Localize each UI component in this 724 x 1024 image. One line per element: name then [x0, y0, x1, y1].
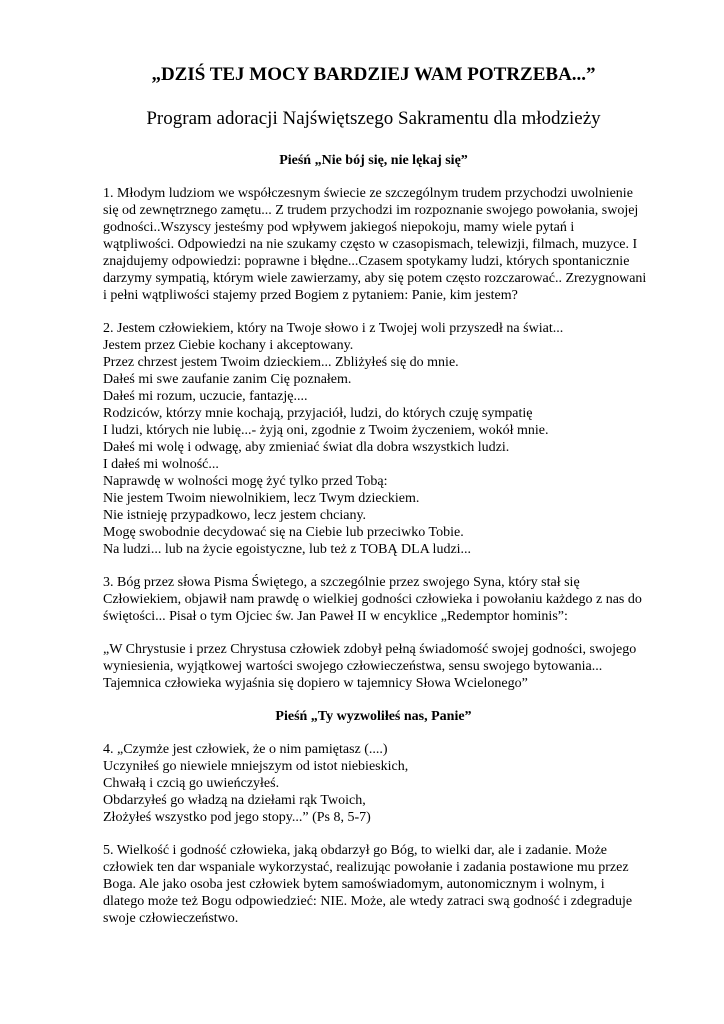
- paragraph-line: dlatego może też Bogu odpowiedzieć: NIE. Może, ale wtedy zatraci swą godność i zdegraduje: [103, 894, 633, 909]
- song-heading-1: Pieśń „Nie bój się, nie lękaj się”: [279, 153, 468, 168]
- paragraph-line: Boga. Ale jako osoba jest człowiek bytem samoświadomym, autonomicznym i wolnym, i: [103, 877, 605, 892]
- paragraph-line: świętości... Pisał o tym Ojciec św. Jan Paweł II w encyklice „Redemptor hominis”:: [103, 609, 568, 624]
- paragraph-line: I dałeś mi wolność...: [103, 457, 219, 472]
- paragraph-line: I ludzi, których nie lubię...- żyją oni, zgodnie z Twoim życzeniem, wokół mnie.: [103, 423, 549, 438]
- paragraph-line: Przez chrzest jestem Twoim dzieckiem... Zbliżyłeś się do mnie.: [103, 355, 459, 370]
- paragraph-4: [103, 741, 644, 826]
- paragraph-line: Mogę swobodnie decydować się na Ciebie lub przeciwko Tobie.: [103, 525, 464, 540]
- paragraph-line: i pełni wątpliwości stajemy przed Bogiem z pytaniem: Panie, kim jestem?: [103, 288, 518, 303]
- paragraph-line: Dałeś mi wolę i odwagę, aby zmieniać świat dla dobra wszystkich ludzi.: [103, 440, 510, 455]
- paragraph-line: człowiek ten dar wspaniale wykorzystać, realizując powołanie i zadania postawione mu przez: [103, 860, 629, 875]
- paragraph-line: Na ludzi... lub na życie egoistyczne, lub też z TOBĄ DLA ludzi...: [103, 542, 472, 557]
- quote-line: „W Chrystusie i przez Chrystusa człowiek zdobył pełną świadomość swojej godności, swojego: [103, 642, 637, 657]
- song-heading-2: Pieśń „Ty wyzwoliłeś nas, Panie”: [275, 709, 472, 724]
- paragraph-3: [103, 574, 644, 625]
- paragraph-line: wątpliwości. Odpowiedzi na nie szukamy często w czasopismach, telewizji, filmach, muzyce. I: [103, 237, 638, 252]
- paragraph-line: Naprawdę w wolności mogę żyć tylko przed Tobą:: [103, 474, 388, 489]
- paragraph-line: Jestem przez Ciebie kochany i akceptowany.: [103, 338, 354, 353]
- paragraph-line: swoje człowieczeństwo.: [103, 911, 239, 926]
- psalm-line: Uczyniłeś go niewiele mniejszym od istot niebieskich,: [103, 759, 409, 774]
- paragraph-line: 3. Bóg przez słowa Pisma Świętego, a szczególnie przez swojego Syna, który stał się: [103, 575, 580, 590]
- paragraph-line: 2. Jestem człowiekiem, który na Twoje słowo i z Twojej woli przyszedł na świat...: [103, 321, 564, 336]
- quote-line: Tajemnica człowieka wyjaśnia się dopiero w tajemnicy Słowa Wcielonego”: [103, 676, 528, 691]
- paragraph-2: [103, 320, 644, 558]
- psalm-line: Obdarzyłeś go władzą na dziełami rąk Twoich,: [103, 793, 366, 808]
- paragraph-line: Człowiekiem, objawił nam prawdę o wielkiej godności człowieka i powołaniu każdego z nas do: [103, 592, 642, 607]
- paragraph-line: 1. Młodym ludziom we współczesnym świecie ze szczególnym trudem przychodzi uwolnienie: [103, 186, 633, 201]
- psalm-line: Chwałą i czcią go uwieńczyłeś.: [103, 776, 280, 791]
- document-subtitle: Program adoracji Najświętszego Sakramentu dla młodzieży: [146, 108, 601, 129]
- paragraph-1: [103, 185, 647, 304]
- paragraph-line: się od zewnętrznego zamętu... Z trudem przychodzi im rozpoznanie swojego powołania, swojej: [103, 203, 639, 218]
- psalm-line: 4. „Czymże jest człowiek, że o nim pamiętasz (....): [103, 742, 388, 757]
- paragraph-5: [103, 842, 644, 927]
- document-title: „DZIŚ TEJ MOCY BARDZIEJ WAM POTRZEBA...”: [151, 64, 596, 85]
- paragraph-line: Rodziców, którzy mnie kochają, przyjaciół, ludzi, do których czuję sympatię: [103, 406, 533, 421]
- psalm-line: Złożyłeś wszystko pod jego stopy...” (Ps 8, 5-7): [103, 810, 371, 825]
- paragraph-line: znajdujemy odpowiedzi: poprawne i błędne...Czasem spotykamy ludzi, których spontanicznie: [103, 254, 630, 269]
- paragraph-line: 5. Wielkość i godność człowieka, jaką obdarzył go Bóg, to wielki dar, ale i zadanie. Może: [103, 843, 608, 858]
- encyclical-quote: [103, 641, 644, 692]
- paragraph-line: Nie istnieję przypadkowo, lecz jestem chciany.: [103, 508, 367, 523]
- paragraph-line: Dałeś mi swe zaufanie zanim Cię poznałem.: [103, 372, 352, 387]
- paragraph-line: Nie jestem Twoim niewolnikiem, lecz Twym dzieckiem.: [103, 491, 420, 506]
- paragraph-line: godności..Wszyscy jesteśmy pod wpływem jakiegoś niepokoju, mamy wiele pytań i: [103, 220, 575, 235]
- paragraph-line: Dałeś mi rozum, uczucie, fantazję....: [103, 389, 308, 404]
- paragraph-line: darzymy sympatią, którym wiele zawierzamy, aby się potem często rozczarować.. Zrezygnowani: [103, 271, 647, 286]
- quote-line: wyniesienia, wyjątkowej wartości swojego człowieczeństwa, sensu swojego bytowania...: [103, 659, 603, 674]
